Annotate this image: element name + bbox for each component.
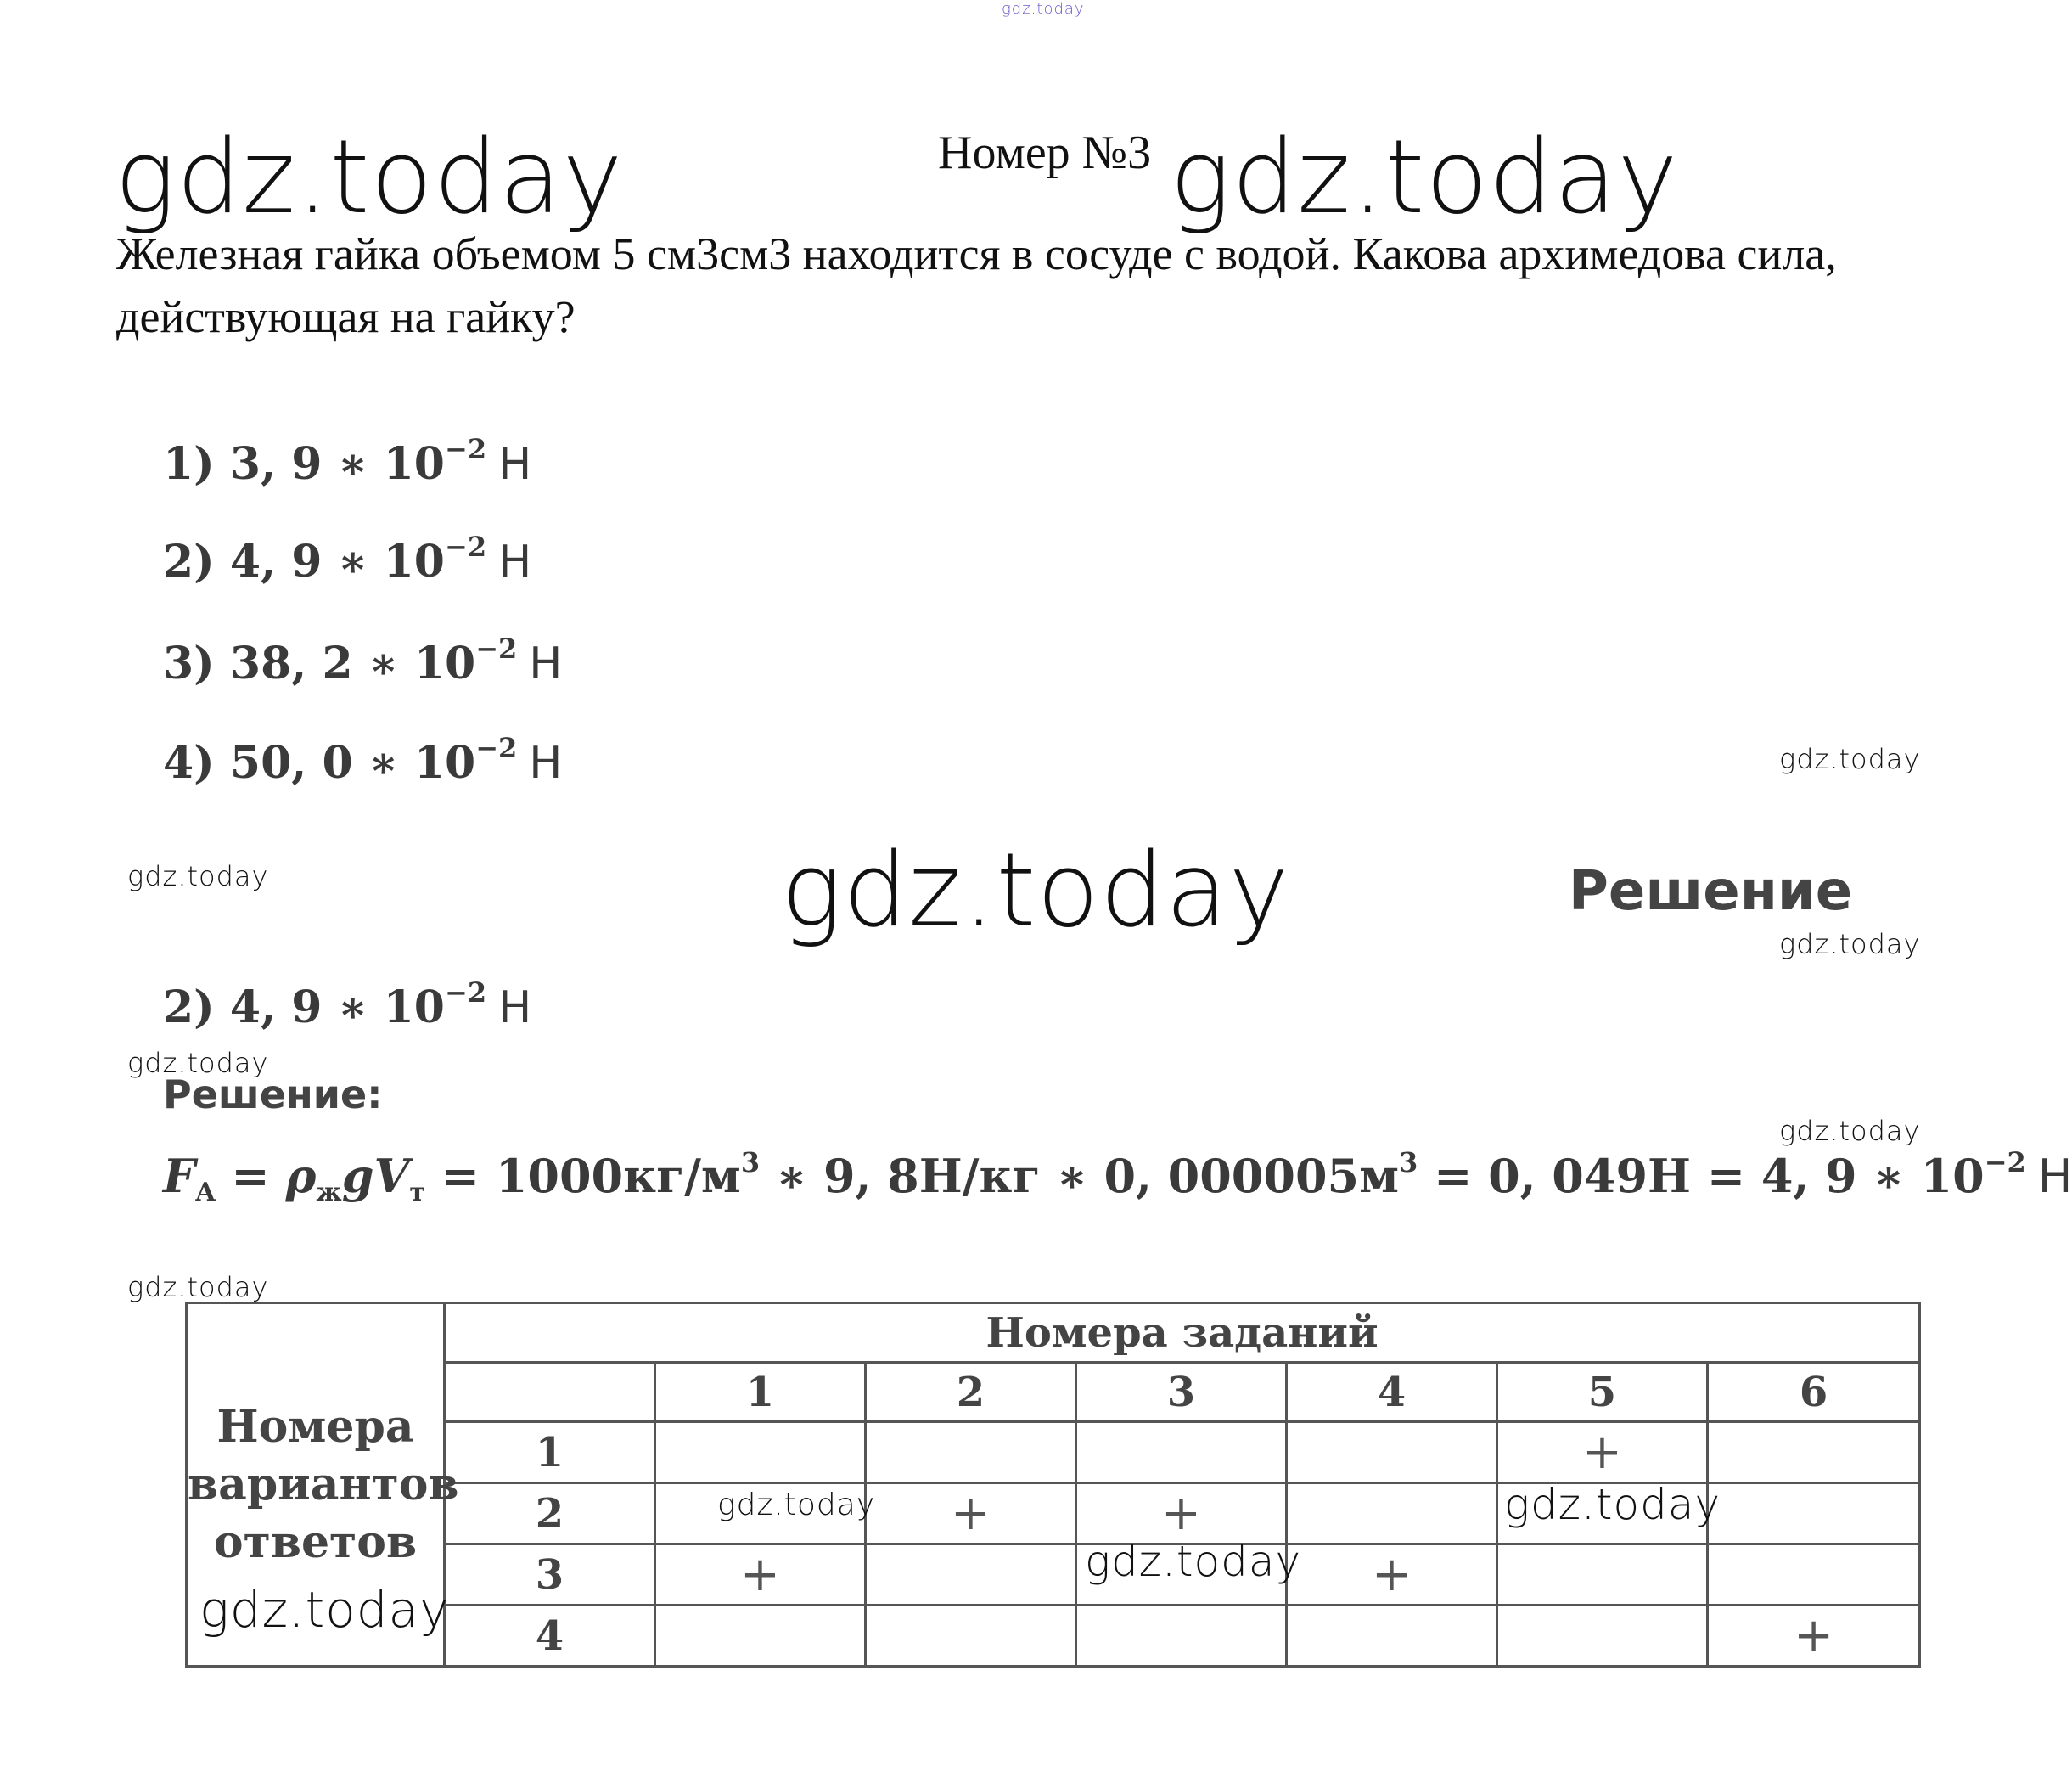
problem-title: Номер №3 (938, 127, 1152, 179)
table-cell (866, 1544, 1076, 1606)
table-cell: + (1497, 1422, 1708, 1483)
watermark-large-left: gdz.today (115, 119, 624, 237)
watermark-large-right: gdz.today (1170, 119, 1679, 237)
variant-number: 1 (445, 1422, 655, 1483)
solution-formula: $F_A = \rho_жgV_т = 1000кг/м^3$ ∗ 9, 8Н/кг ∗ 0, $000005м^3 = 0$, 049Н = 4, 9 ∗ $10^{-2}$ Н (163, 1146, 2072, 1207)
table-cell: + (655, 1544, 866, 1606)
watermark-small: gdz.today (1779, 928, 1921, 960)
table-cell: + (1076, 1483, 1287, 1544)
table-cell (1497, 1606, 1708, 1667)
watermark-top: gdz.today (1002, 0, 1085, 18)
table-cell (1708, 1483, 1920, 1544)
watermark-small: gdz.today (1779, 743, 1921, 775)
watermark-table: gdz.today (199, 1581, 450, 1639)
table-cell: + (866, 1483, 1076, 1544)
table-cell (1287, 1483, 1497, 1544)
variant-number: 2 (445, 1483, 655, 1544)
table-cell (655, 1606, 866, 1667)
answer-option-2: 2) 4, 9 ∗ $10^{-2}$ Н (163, 531, 532, 588)
task-number: 1 (655, 1363, 866, 1422)
table-cell (1708, 1422, 1920, 1483)
table-cell: + (1708, 1606, 1920, 1667)
watermark-small: gdz.today (127, 1047, 269, 1079)
table-cell: + (1287, 1544, 1497, 1606)
table-corner-cell (445, 1363, 655, 1422)
table-header-variants: Номера вариантов ответов (187, 1303, 445, 1667)
table-cell (1497, 1544, 1708, 1606)
table-cell (866, 1422, 1076, 1483)
watermark-small: gdz.today (1779, 1115, 1921, 1147)
answer-option-4: 4) 50, 0 ∗ $10^{-2}$ Н (163, 732, 563, 789)
task-number: 5 (1497, 1363, 1708, 1422)
task-number: 2 (866, 1363, 1076, 1422)
table-header-tasks: Номера заданий (445, 1303, 1920, 1363)
watermark-small: gdz.today (127, 1271, 269, 1303)
table-cell (1708, 1544, 1920, 1606)
solution-label: Решение: (163, 1071, 383, 1117)
watermark-large-center: gdz.today (781, 832, 1290, 950)
watermark-table: gdz.today (1085, 1537, 1302, 1586)
table-cell (866, 1606, 1076, 1667)
variant-number: 3 (445, 1544, 655, 1606)
variant-number: 4 (445, 1606, 655, 1667)
correct-answer: 2) 4, 9 ∗ $10^{-2}$ Н (163, 976, 532, 1033)
watermark-small: gdz.today (127, 860, 269, 892)
problem-question: Железная гайка объемом 5 см3см3 находится в сосуде с водой. Какова архимедова сила, действующая на гайку? (116, 228, 1837, 342)
watermark-table: gdz.today (717, 1488, 876, 1522)
table-cell (1287, 1422, 1497, 1483)
task-number: 4 (1287, 1363, 1497, 1422)
table-cell (1076, 1606, 1287, 1667)
answer-option-1: 1) 3, 9 ∗ $10^{-2}$ Н (163, 433, 532, 490)
answer-option-3: 3) 38, 2 ∗ $10^{-2}$ Н (163, 633, 563, 689)
task-number: 3 (1076, 1363, 1287, 1422)
task-number: 6 (1708, 1363, 1920, 1422)
table-cell (1076, 1422, 1287, 1483)
table-cell (655, 1422, 866, 1483)
watermark-table: gdz.today (1504, 1480, 1721, 1529)
solution-heading: Решение (1569, 860, 1853, 923)
table-cell (1287, 1606, 1497, 1667)
